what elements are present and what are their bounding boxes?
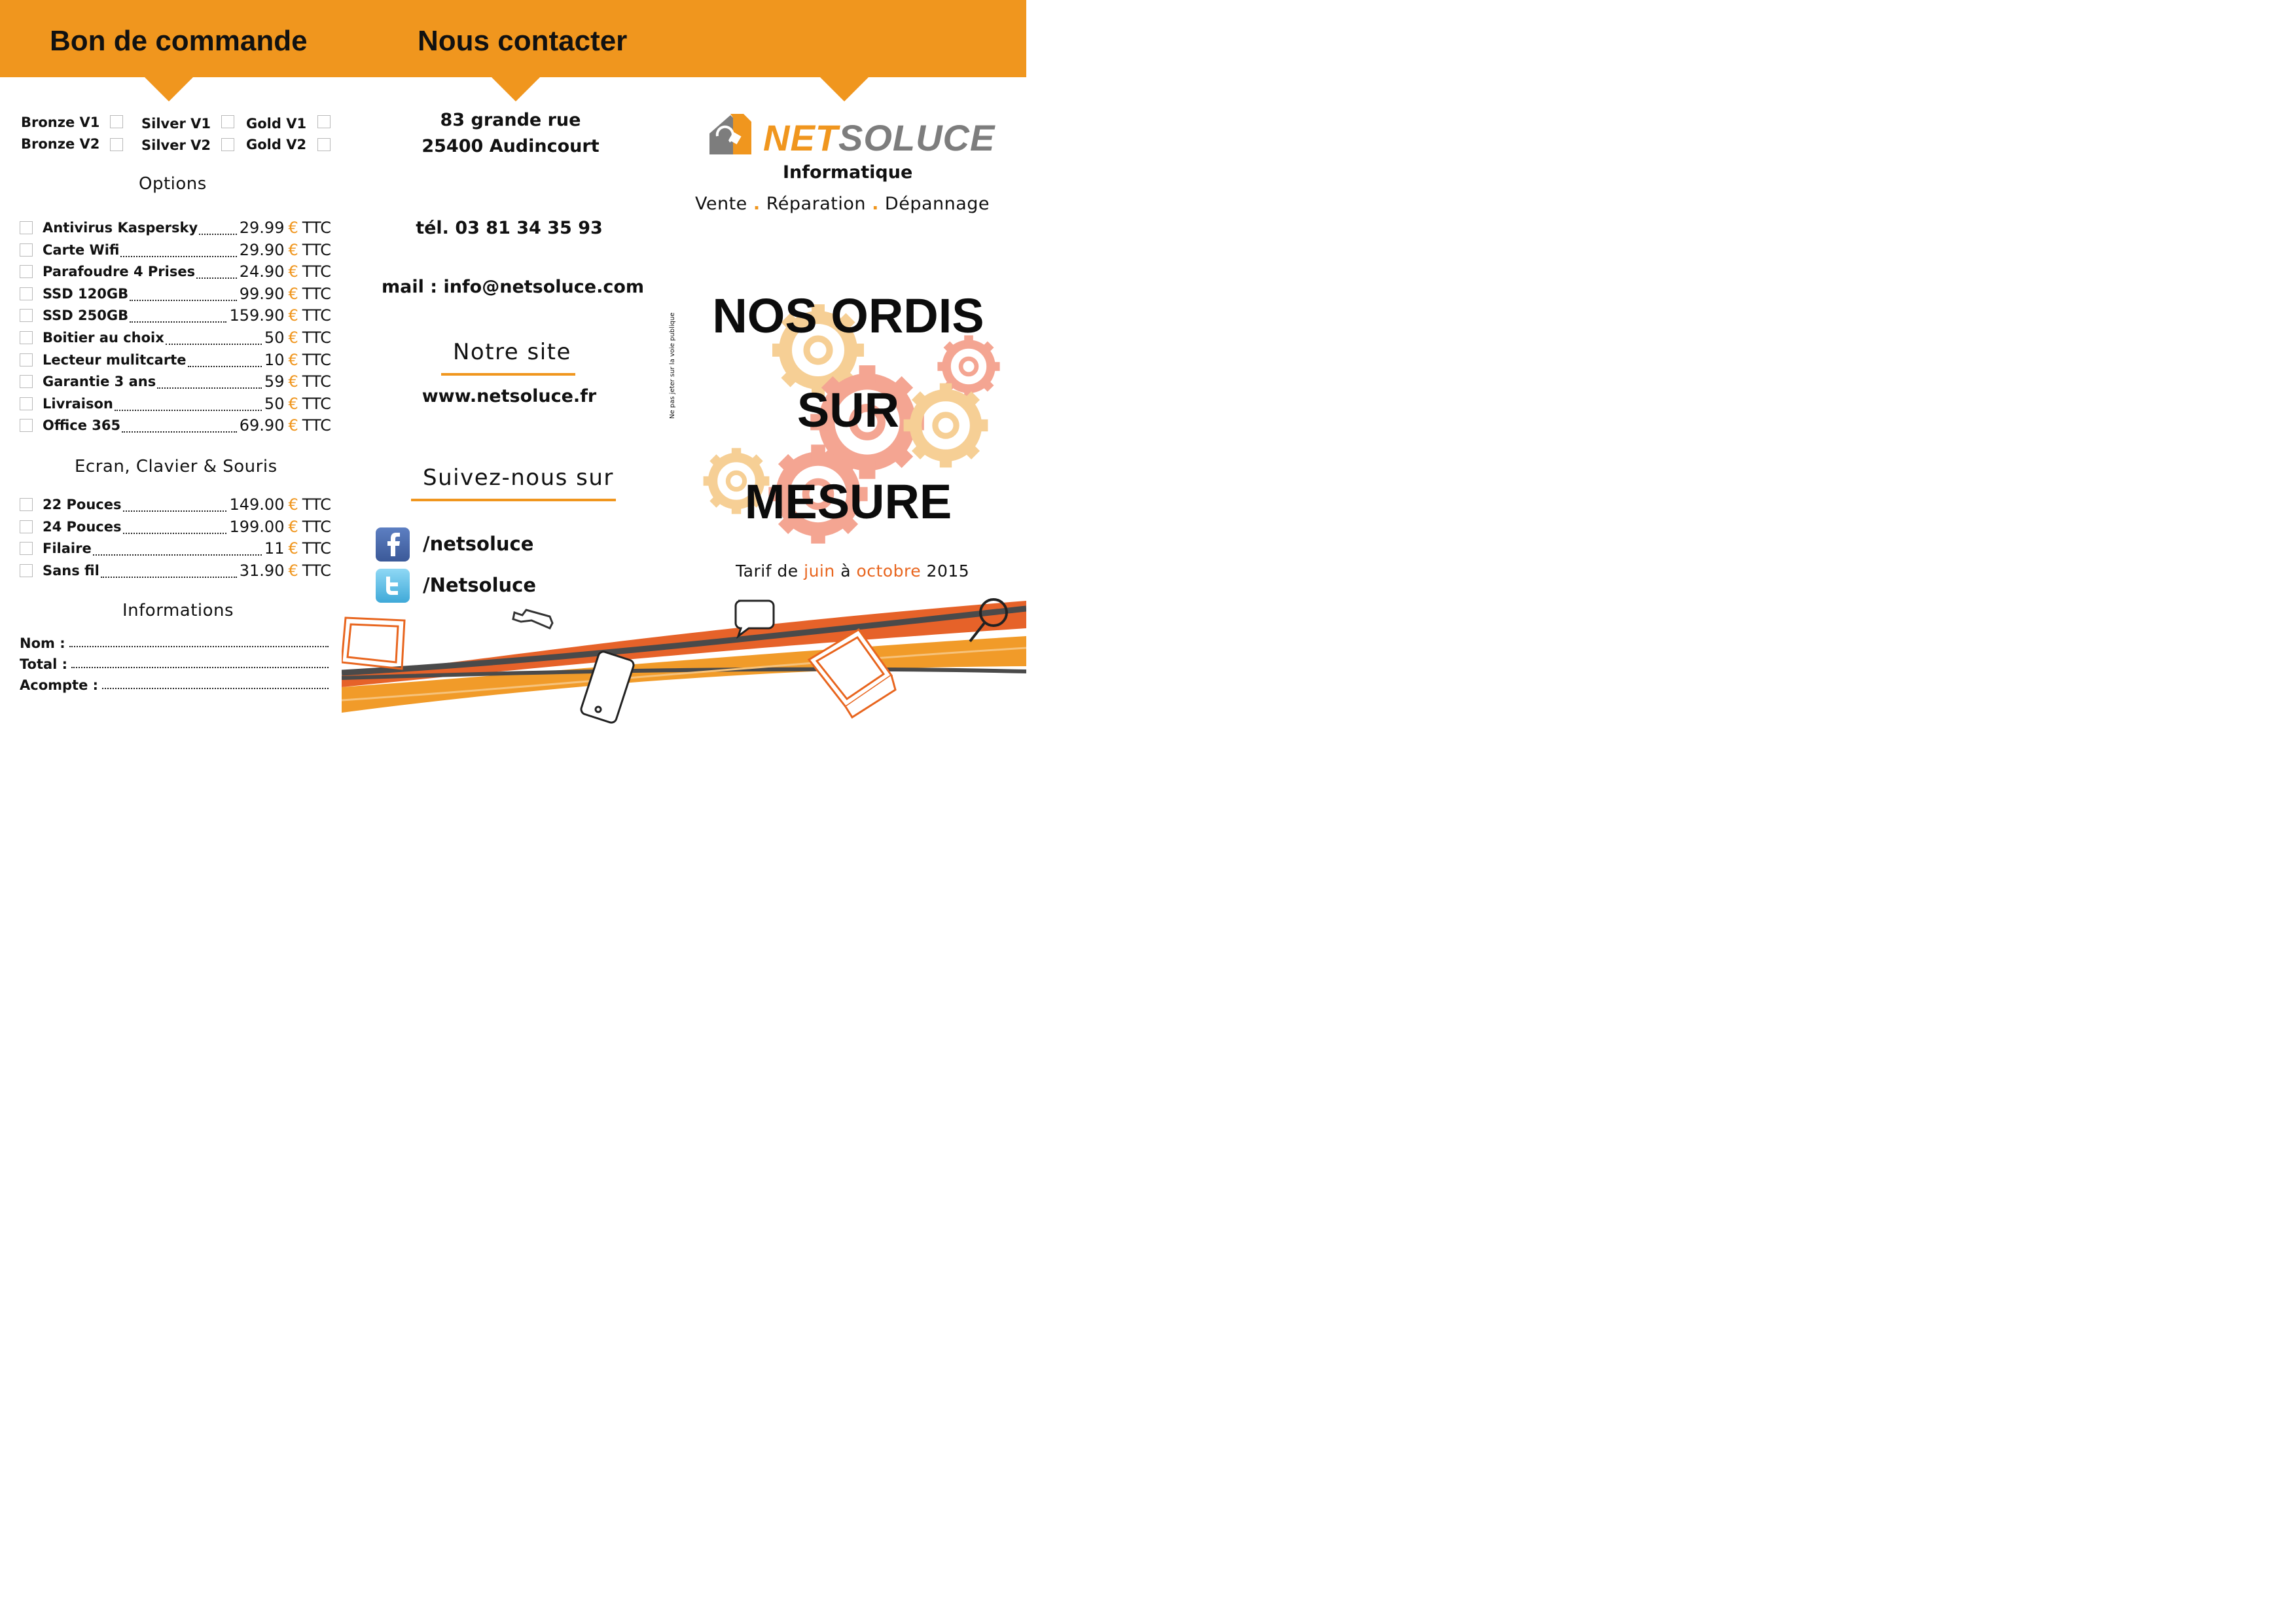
tax-label: TTC — [302, 219, 331, 237]
brand-services — [695, 194, 990, 214]
option-name: Antivirus Kaspersky — [43, 220, 198, 236]
netsoluce-logo-icon — [707, 111, 754, 158]
service-repair: Réparation — [766, 194, 866, 214]
order-form-title: Bon de commande — [50, 25, 308, 57]
option-checkbox[interactable] — [20, 265, 33, 278]
leader-dots — [130, 321, 226, 323]
header-icons — [691, 0, 1026, 77]
tax-label: TTC — [302, 240, 331, 259]
tax-label: TTC — [302, 539, 331, 558]
euro-symbol: € — [288, 329, 298, 347]
option-checkbox[interactable] — [20, 520, 33, 533]
euro-symbol: € — [288, 306, 298, 325]
euro-symbol: € — [288, 350, 298, 369]
tax-label: TTC — [302, 329, 331, 347]
brand-name-soluce: SOLUCE — [838, 117, 996, 158]
euro-symbol: € — [288, 262, 298, 281]
name-field[interactable] — [20, 632, 329, 651]
option-price: 199.00 — [229, 517, 285, 536]
option-name: Parafoudre 4 Prises — [43, 264, 196, 280]
peripherals-title: Ecran, Clavier & Souris — [75, 457, 278, 476]
brand-name-net: NET — [763, 117, 838, 158]
option-price: 24.90 — [239, 262, 285, 281]
option-row[interactable] — [20, 393, 331, 414]
option-row[interactable] — [20, 349, 331, 370]
option-row[interactable] — [20, 371, 331, 392]
option-row[interactable] — [20, 261, 331, 282]
tariff-prefix: Tarif de — [736, 562, 798, 580]
option-checkbox[interactable] — [20, 419, 33, 432]
phone-number: tél. 03 81 34 35 93 — [416, 218, 603, 238]
option-price: 50 — [264, 394, 285, 413]
tax-label: TTC — [302, 561, 331, 580]
euro-symbol: € — [288, 284, 298, 303]
contact-notch — [491, 77, 541, 101]
total-dotted-line — [71, 667, 329, 668]
euro-symbol: € — [288, 416, 298, 435]
option-price: 159.90 — [229, 306, 285, 325]
package-checkbox[interactable] — [110, 138, 123, 151]
option-row[interactable] — [20, 305, 331, 326]
package-label: Gold V2 — [246, 137, 307, 152]
option-name: Lecteur mulitcarte — [43, 351, 187, 368]
facebook-icon[interactable] — [376, 527, 410, 562]
tariff-month-end: octobre — [856, 562, 922, 580]
option-row[interactable] — [20, 240, 331, 260]
euro-symbol: € — [288, 495, 298, 514]
tax-label: TTC — [302, 350, 331, 369]
option-name: Office 365 — [43, 418, 121, 434]
tariff-middle: à — [840, 562, 852, 580]
package-checkbox[interactable] — [221, 138, 234, 151]
leader-dots — [123, 510, 227, 512]
package-checkbox[interactable] — [110, 115, 123, 128]
leader-dots — [166, 344, 262, 345]
headline-line3: MESURE — [744, 474, 952, 529]
package-checkbox[interactable] — [317, 115, 331, 128]
follow-title: Suivez-nous sur — [423, 465, 614, 491]
option-checkbox[interactable] — [20, 309, 33, 322]
option-row[interactable] — [20, 217, 331, 238]
side-note: Ne pas jeter sur la voie publique — [669, 312, 676, 419]
euro-symbol: € — [288, 219, 298, 237]
option-name: Livraison — [43, 395, 113, 412]
tariff-month-start: juin — [804, 562, 835, 580]
option-name: Sans fil — [43, 562, 99, 579]
package-label: Silver V2 — [141, 137, 211, 153]
option-name: Filaire — [43, 541, 92, 556]
option-price: 11 — [264, 539, 285, 558]
leader-dots — [123, 533, 227, 534]
option-row[interactable] — [20, 283, 331, 304]
tax-label: TTC — [302, 416, 331, 435]
tax-label: TTC — [302, 284, 331, 303]
email-address: mail : info@netsoluce.com — [382, 277, 645, 297]
leader-dots — [157, 387, 262, 389]
name-dotted-line — [69, 646, 329, 647]
package-checkbox[interactable] — [221, 115, 234, 128]
leader-dots — [130, 300, 237, 301]
tax-label: TTC — [302, 372, 331, 391]
option-row[interactable] — [20, 538, 331, 559]
order-notch — [144, 77, 194, 101]
option-price: 10 — [264, 350, 285, 369]
service-troubleshooting: Dépannage — [884, 194, 990, 214]
option-name: Boitier au choix — [43, 330, 164, 346]
option-name: 24 Pouces — [43, 518, 122, 535]
euro-symbol: € — [288, 394, 298, 413]
monitor-icon — [342, 618, 404, 669]
tax-label: TTC — [302, 517, 331, 536]
brand-subtitle: Informatique — [783, 162, 913, 183]
option-row[interactable] — [20, 560, 331, 581]
option-checkbox[interactable] — [20, 221, 33, 234]
package-checkbox[interactable] — [317, 138, 331, 151]
tax-label: TTC — [302, 394, 331, 413]
facebook-handle[interactable]: /netsoluce — [423, 533, 534, 555]
option-checkbox[interactable] — [20, 542, 33, 555]
option-checkbox[interactable] — [20, 564, 33, 577]
total-field[interactable] — [20, 652, 329, 672]
option-checkbox[interactable] — [20, 243, 33, 257]
contact-title: Nous contacter — [418, 25, 628, 57]
leader-dots — [101, 577, 237, 578]
option-row[interactable] — [20, 516, 331, 537]
package-label: Gold V1 — [246, 116, 307, 132]
option-price: 69.90 — [239, 416, 285, 435]
headline-line2: SUR — [797, 383, 900, 437]
headline-line1: NOS ORDIS — [712, 289, 984, 343]
option-name: Garantie 3 ans — [43, 374, 156, 390]
twitter-handle[interactable]: /Netsoluce — [423, 574, 537, 596]
option-name: 22 Pouces — [43, 497, 122, 512]
option-row[interactable] — [20, 415, 331, 436]
option-price: 29.99 — [239, 219, 285, 237]
option-name: SSD 250GB — [43, 308, 129, 324]
deposit-dotted-line — [102, 688, 329, 689]
leader-dots — [188, 366, 262, 367]
euro-symbol: € — [288, 372, 298, 391]
site-title: Notre site — [453, 339, 571, 365]
euro-symbol: € — [288, 539, 298, 558]
package-label: Silver V1 — [141, 116, 211, 132]
site-title-underline — [441, 373, 575, 376]
name-label: Nom : — [20, 635, 65, 651]
deposit-label: Acompte : — [20, 677, 99, 693]
leader-dots — [115, 410, 262, 411]
euro-symbol: € — [288, 561, 298, 580]
option-price: 29.90 — [239, 240, 285, 259]
options-title: Options — [139, 174, 207, 194]
site-url[interactable]: www.netsoluce.fr — [422, 386, 597, 406]
leader-dots — [122, 431, 237, 433]
brand-notch — [819, 77, 869, 101]
deposit-field[interactable] — [20, 673, 329, 693]
option-price: 31.90 — [239, 561, 285, 580]
address-city: 25400 Audincourt — [422, 136, 600, 156]
option-checkbox[interactable] — [20, 498, 33, 511]
leader-dots — [93, 554, 262, 556]
tax-label: TTC — [302, 306, 331, 325]
informations-title: Informations — [122, 601, 234, 620]
option-row[interactable] — [20, 327, 331, 348]
tariff-line — [736, 562, 969, 580]
package-label: Bronze V2 — [21, 136, 100, 152]
package-label: Bronze V1 — [21, 115, 100, 130]
option-checkbox[interactable] — [20, 331, 33, 344]
option-checkbox[interactable] — [20, 287, 33, 300]
option-price: 50 — [264, 329, 285, 347]
option-row[interactable] — [20, 494, 331, 515]
option-price: 99.90 — [239, 284, 285, 303]
leader-dots — [199, 234, 237, 235]
leader-dots — [196, 277, 237, 279]
wrench-icon — [513, 610, 552, 628]
bottom-swoosh — [342, 589, 1026, 726]
option-checkbox[interactable] — [20, 353, 33, 366]
option-price: 149.00 — [229, 495, 285, 514]
leader-dots — [120, 256, 236, 257]
euro-symbol: € — [288, 240, 298, 259]
address-street: 83 grande rue — [440, 110, 581, 130]
service-separator: . — [872, 194, 879, 214]
tariff-year: 2015 — [926, 562, 970, 580]
follow-title-underline — [411, 499, 616, 501]
brand-name — [763, 116, 995, 159]
tax-label: TTC — [302, 262, 331, 281]
euro-symbol: € — [288, 517, 298, 536]
option-checkbox[interactable] — [20, 397, 33, 410]
option-price: 59 — [264, 372, 285, 391]
service-sales: Vente — [695, 194, 747, 214]
tax-label: TTC — [302, 495, 331, 514]
option-checkbox[interactable] — [20, 375, 33, 388]
option-name: Carte Wifi — [43, 241, 120, 258]
total-label: Total : — [20, 656, 68, 672]
option-name: SSD 120GB — [43, 285, 129, 302]
service-separator: . — [753, 194, 761, 214]
